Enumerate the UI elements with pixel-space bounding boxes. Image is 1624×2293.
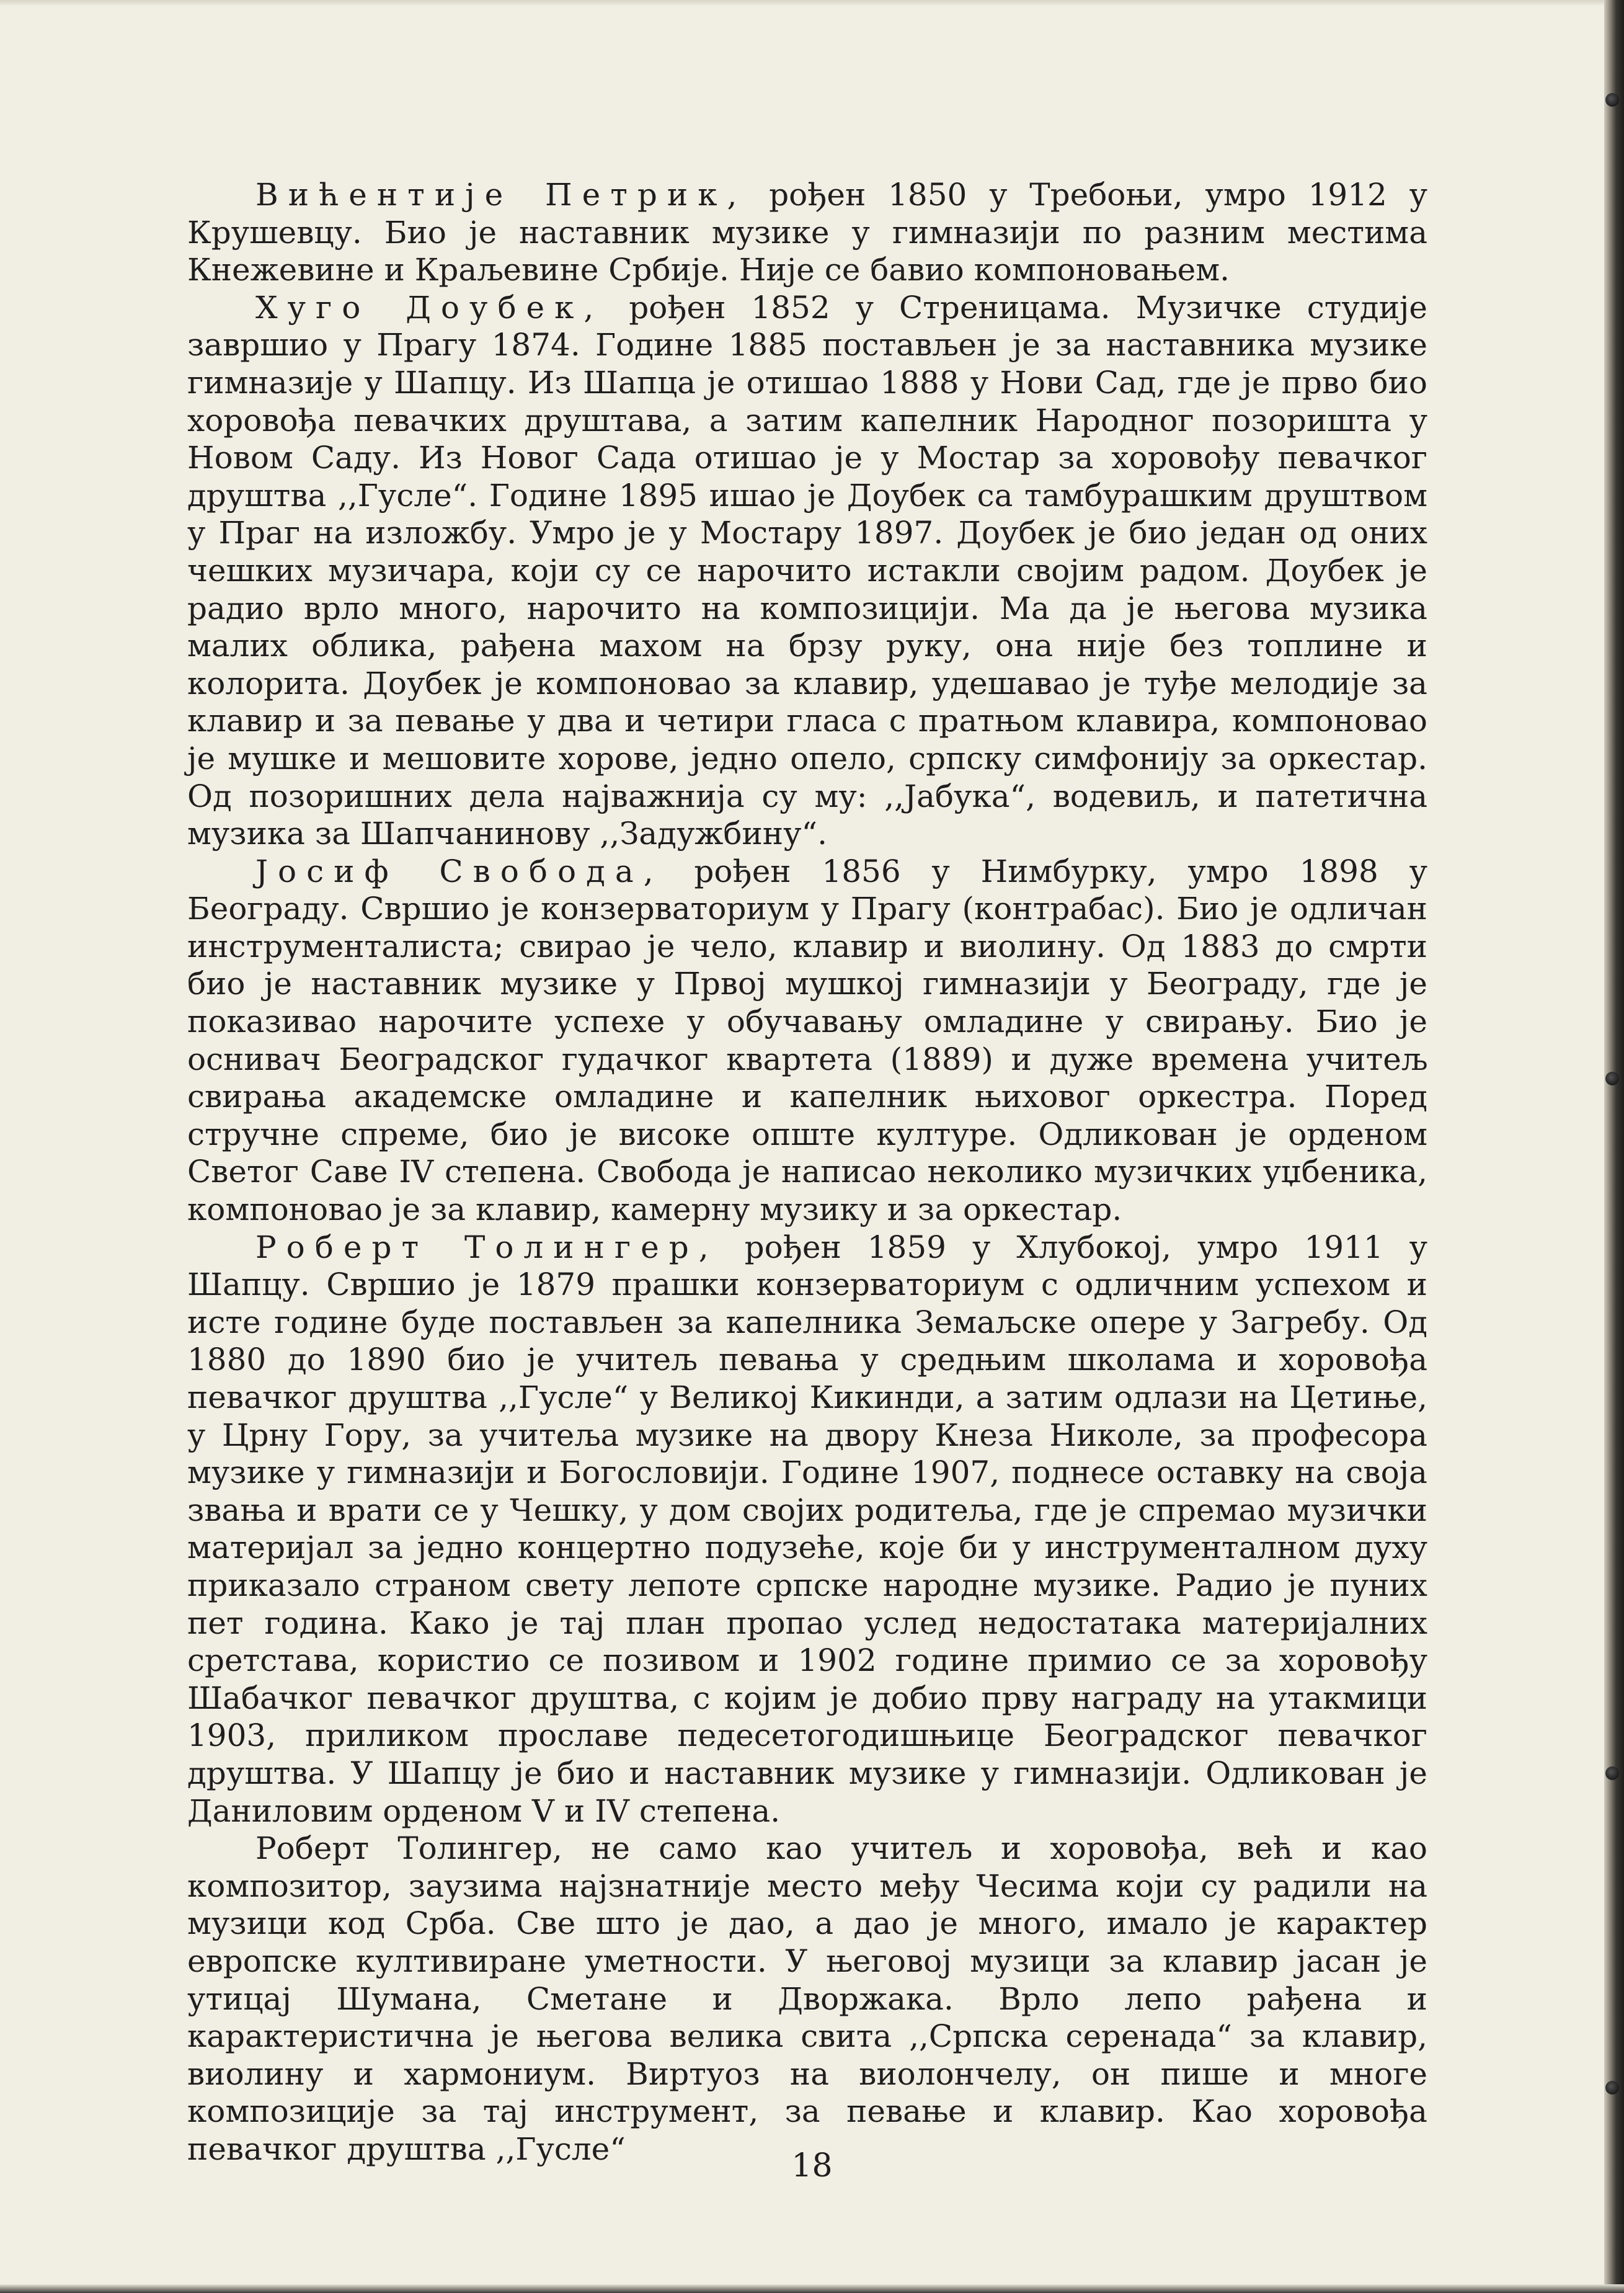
scan-top-edge	[0, 0, 1624, 6]
binding-tack-icon	[1605, 93, 1619, 107]
entry-svoboda	[187, 853, 1427, 1229]
entry-text: рођен 1852 у Стреницама. Музичке студије завршио у Прагу 1874. Године 1885 постављен је за наставника музике гимназије у Шапцу. Из Шапца је отишао 1888 у Нови Сад, где је прво био хоровођа певачких друштава, а затим капелник Народног позоришта у Новом Саду. Из Новог Сада отишао је у Мостар за хоровођу певачког друштва ,,Гусле“. Године 1895 ишао је Доубек са тамбурашким друштвом у Праг на изложбу. Умро је у Мостару 1897. Доубек је био један од оних чешких музичара, који су се нарочито истакли својим радом. Доубек је радио врло много, нарочито на композицији. Ма да је његова музика малих облика, рађена махом на брзу руку, она није без топлине и колорита. Доубек је компоновао за клавир, удешавао је туђе мелодије за клавир и за певање у два и четири гласа с пратњом клавира, компоновао је мушке и мешовите хорове, једно опело, српску симфонију за оркестар. Од позоришних дела најважнија су му: ,,Јабука“, водевиљ, и патетична музика за Шапчанинову ,,Задужбину“.	[187, 289, 1428, 852]
entry-tolinger	[187, 1229, 1427, 1830]
entry-name: Роберт Толингер,	[255, 1229, 719, 1265]
entry-name: Вићентије Петрик,	[255, 177, 747, 213]
binding-tack-icon	[1605, 2081, 1619, 2095]
binding-tack-icon	[1605, 1766, 1619, 1780]
entry-doubek	[187, 289, 1427, 853]
entry-text: рођен 1850 у Требоњи, умро 1912 у Крушевцу. Био је наставник музике у гимназији по разним местима Кнежевине и Краљевине Србије. Није се бавио компоновањем.	[187, 177, 1427, 288]
closing-paragraph: Роберт Толингер, не само као учитељ и хоровођа, већ и као композитор, заузима најзнатније место међу Чесима који су радили на музици код Срба. Све што је дао, а дао је много, имало је карактер европске култивиране уметности. У његовој музици за клавир јасан је утицај Шумана, Сметане и Дворжака. Врло лепо рађена и карактеристична је његова велика свита ,,Српска серенада“ за клавир, виолину и хармониум. Виртуоз на виолончелу, он пише и многе композиције за тај инструмент, за певање и клавир. Као хоровођа певачког друштва ,,Гусле“	[187, 1830, 1427, 2167]
binding-tack-icon	[1605, 1072, 1619, 1085]
scan-bottom-edge	[0, 2284, 1624, 2293]
entry-text: рођен 1859 у Хлубокој, умро 1911 у Шапцу. Свршио је 1879 прашки конзерваториум с одличним успехом и исте године буде постављен за капелника Земаљске опере у Загребу. Од 1880 до 1890 био је учитељ певања у средњим школама и хоровођа певачког друштва ,,Гусле“ у Великој Кикинди, а затим одлази на Цетиње, у Црну Гору, за учитеља музике на двору Кнеза Николе, за професора музике у гимназији и Богословији. Године 1907, поднесе оставку на своја звања и врати се у Чешку, у дом својих родитеља, где је спремао музички материјал за једно концертно подузеће, које би у инструменталном духу приказало страном свету лепоте српске народне музике. Радио је пуних пет година. Како је тај план пропао услед недостатака материјалних сретстава, користио се позивом и 1902 године примио се за хоровођу Шабачког певачког друштва, с којим је добио прву награду на утакмици 1903, приликом прославе педесетогодишњице Београдског певачког друштва. У Шапцу је био и наставник музике у гимназији. Одликован је Даниловим орденом V и IV степена.	[187, 1229, 1428, 1829]
scan-right-edge	[1604, 0, 1624, 2293]
entry-name: Хуго Доубек,	[255, 289, 604, 326]
page-number: 18	[791, 2147, 833, 2184]
page-body	[187, 176, 1427, 2168]
entry-text: рођен 1856 у Нимбурку, умро 1898 у Београду. Свршио је конзерваториум у Прагу (контрабас). Био је одличан инструменталиста; свирао је чело, клавир и виолину. Од 1883 до смрти био је наставник музике у Првој мушкој гимназији у Београду, где је показивао нарочите успехе у обучавању омладине у свирању. Био је оснивач Београдског гудачког квартета (1889) и дуже времена учитељ свирања академске омладине и капелник њиховог оркестра. Поред стручне спреме, био је високе опште културе. Одликован је орденом Светог Саве IV степена. Свобода је написао неколико музичких уџбеника, компоновао је за клавир, камерну музику и за оркестар.	[187, 853, 1427, 1228]
entry-petrik	[187, 176, 1427, 289]
entry-name: Јосиф Свобода,	[255, 853, 663, 889]
